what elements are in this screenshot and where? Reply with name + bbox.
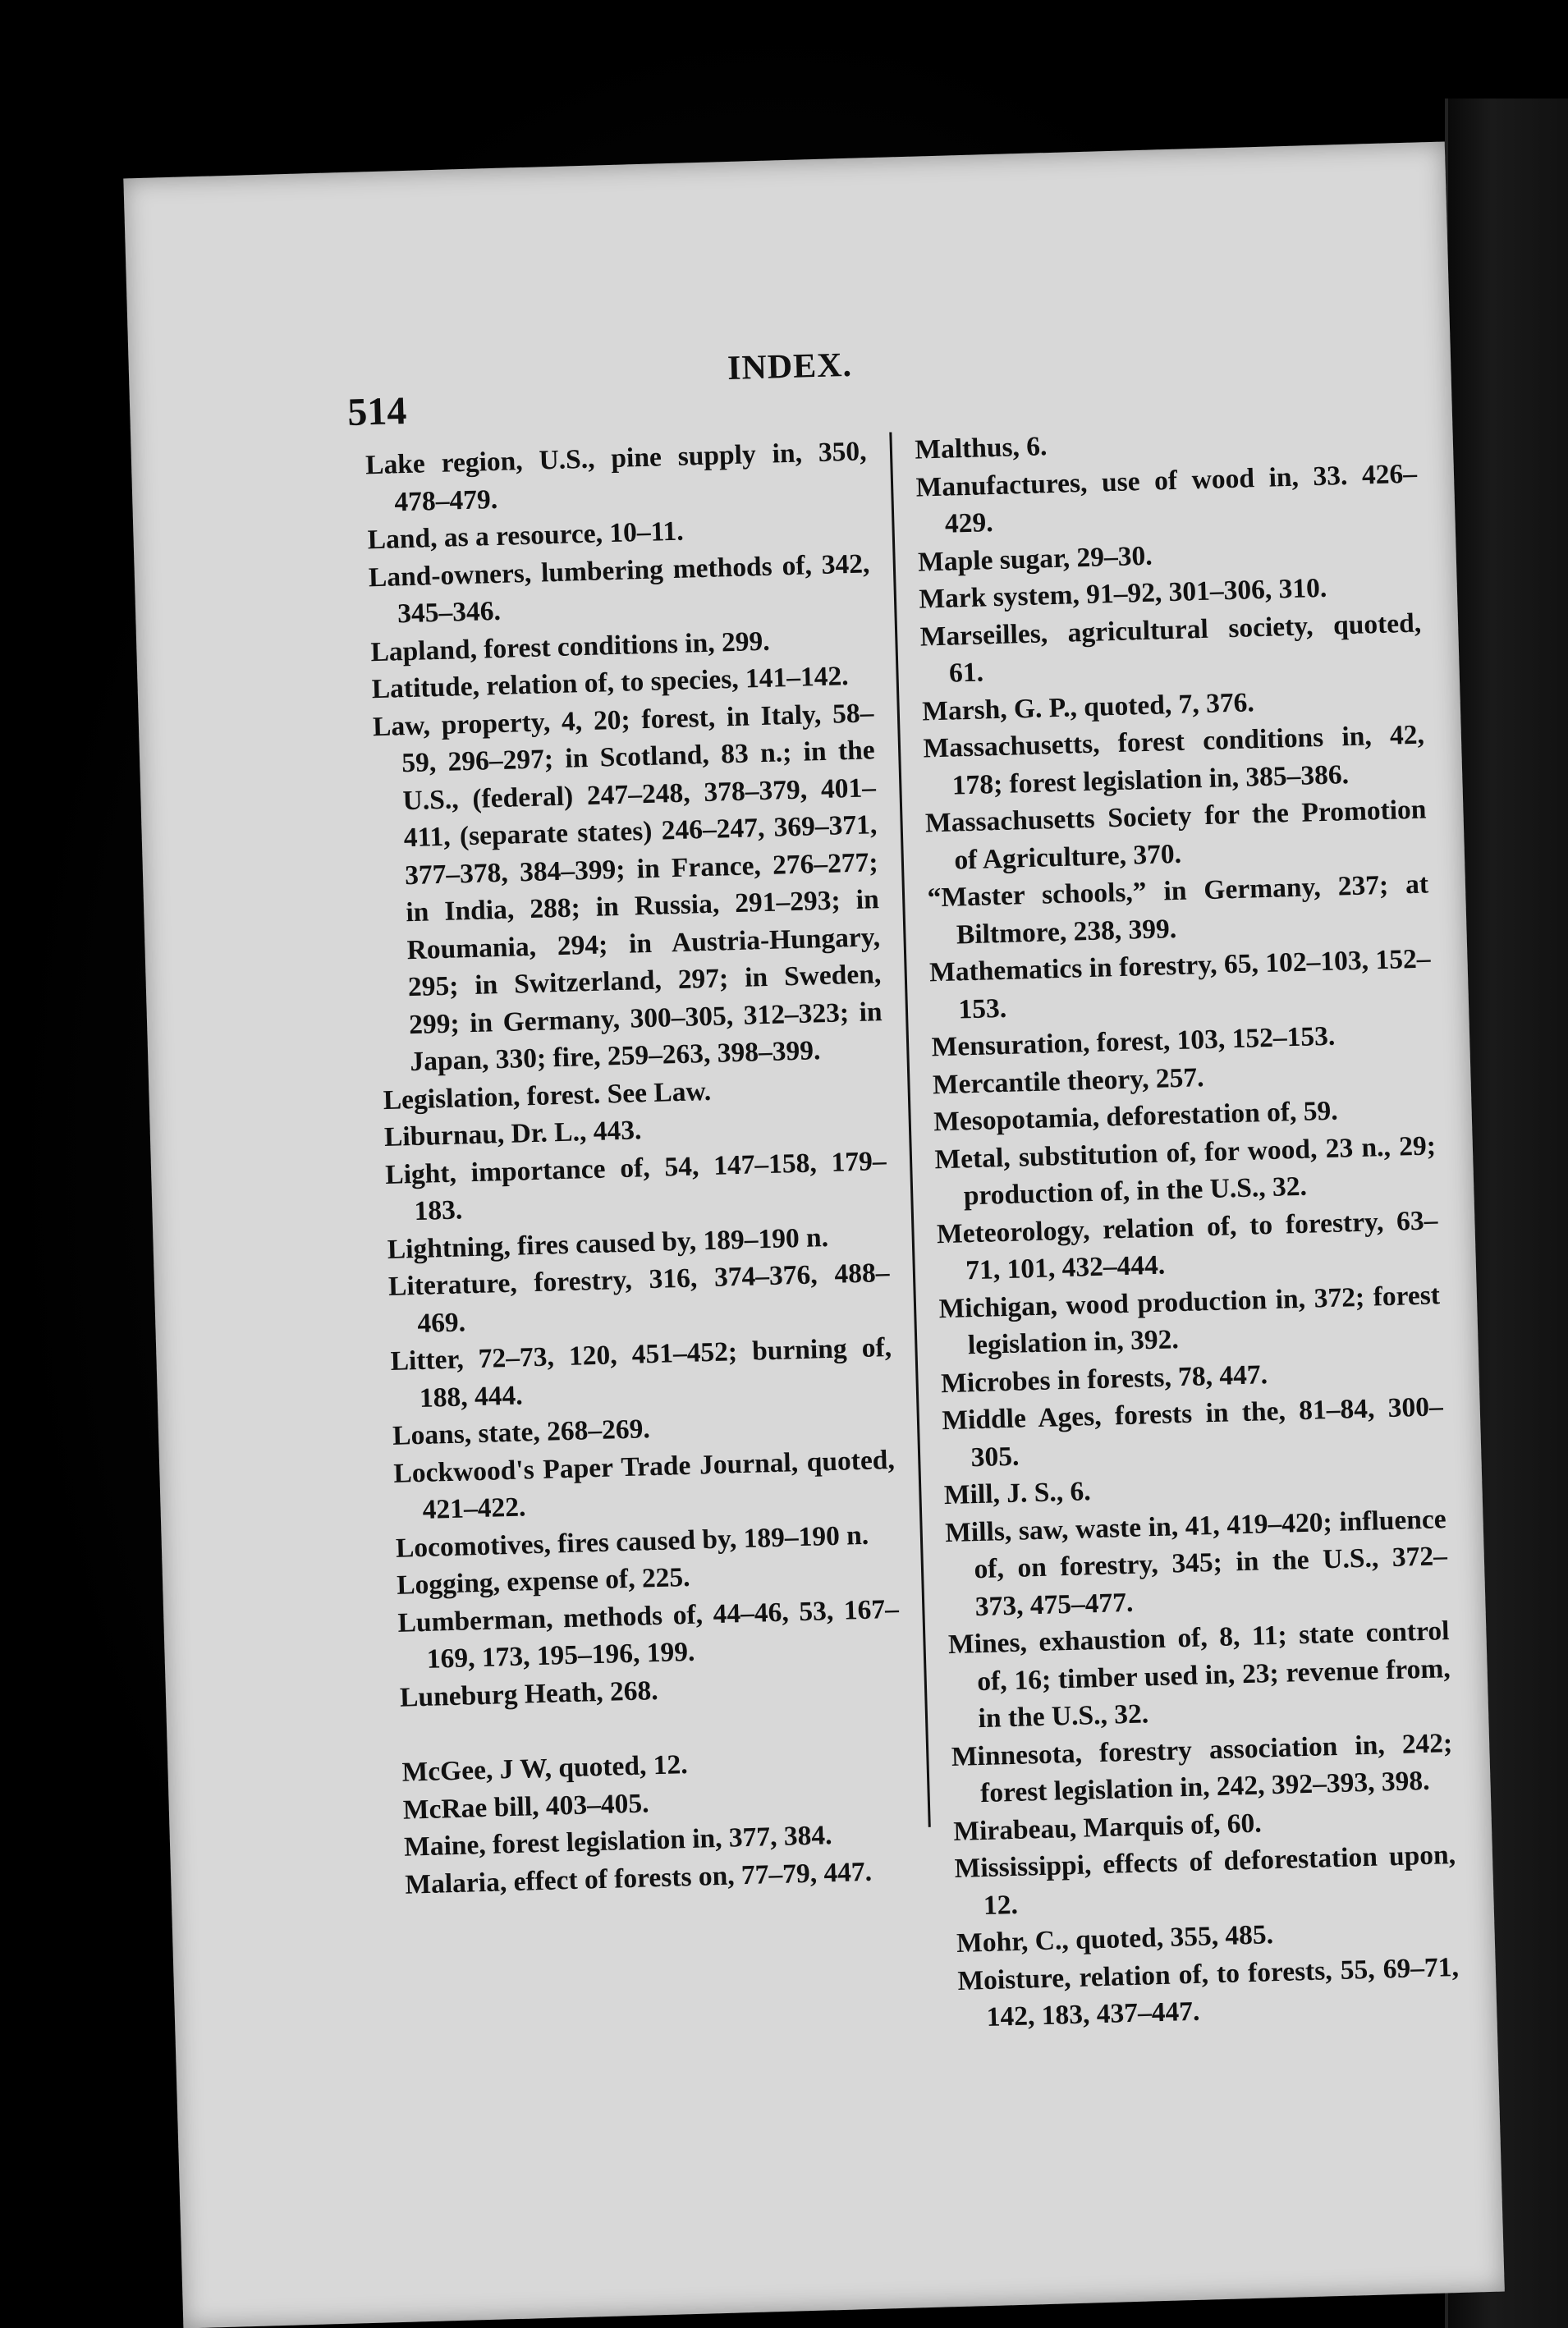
index-entry: Land, as a resource, 10–11.	[367, 516, 685, 556]
index-entry: Mines, exhaustion of, 8, 11; state control of, 16; timber used in, 23; revenue from, in the U.S., 32.	[947, 1615, 1451, 1735]
index-column-right	[889, 418, 1460, 2032]
index-entry: Meteorology, relation of, to forestry, 63–71, 101, 432–444.	[936, 1204, 1438, 1286]
index-column-left	[365, 433, 930, 1904]
index-entry: Mirabeau, Marquis of, 60.	[952, 1808, 1263, 1847]
index-entry: Massachusetts Society for the Promotion of Agriculture, 370.	[924, 794, 1427, 876]
index-entry: Massachusetts, forest conditions in, 42, 178; forest legislation in, 385–386.	[923, 719, 1425, 801]
index-entry: Lockwood's Paper Trade Journal, quoted, 421–422.	[392, 1444, 896, 1525]
index-entry: Locomotives, fires caused by, 189–190 n.	[395, 1519, 869, 1564]
index-entry: Mesopotamia, deforestation of, 59.	[933, 1095, 1339, 1138]
index-entry: McRae bill, 403–405.	[402, 1787, 649, 1826]
index-entry: Litter, 72–73, 120, 451–452; burning of, 188, 444.	[390, 1331, 892, 1414]
index-entry: Michigan, wood production in, 372; forest legislation in, 392.	[938, 1279, 1441, 1361]
index-entry: Mercantile theory, 257.	[932, 1061, 1204, 1100]
page-number: 514	[346, 388, 408, 434]
index-entry: Malthus, 6.	[914, 431, 1048, 465]
index-entry: Loans, state, 268–269.	[392, 1414, 651, 1451]
index-entry: McGee, J W, quoted, 12.	[401, 1749, 689, 1788]
index-entry: Literature, forestry, 316, 374–376, 488–469.	[387, 1257, 890, 1339]
index-entry: Lapland, forest conditions in, 299.	[370, 626, 771, 667]
index-entry: Metal, substitution of, for wood, 23 n., 29; production of, in the U.S., 32.	[934, 1130, 1437, 1212]
page-heading: INDEX.	[727, 346, 853, 388]
index-entry: Maple sugar, 29–30.	[917, 540, 1153, 578]
index-entry: Lumberman, methods of, 44–46, 53, 167–169, 173, 195–196, 199.	[397, 1593, 900, 1675]
index-entry: Light, importance of, 54, 147–158, 179–183.	[384, 1145, 887, 1227]
index-entry: Land-owners, lumbering methods of, 342, 345–346.	[368, 548, 870, 630]
index-entry: Latitude, relation of, to species, 141–142.	[371, 661, 850, 705]
index-entry: Mississippi, effects of deforestation upon, 12.	[954, 1839, 1456, 1921]
index-entry: Mensuration, forest, 103, 152–153.	[931, 1020, 1336, 1063]
index-entry: Mark system, 91–92, 301–306, 310.	[918, 572, 1327, 615]
book-page	[123, 142, 1505, 2328]
index-entry: Legislation, forest. See Law.	[383, 1075, 712, 1116]
index-entry: “Master schools,” in Germany, 237; at Biltmore, 238, 399.	[927, 868, 1429, 950]
index-entry: Luneburg Heath, 268.	[399, 1675, 659, 1713]
index-entry: Moisture, relation of, to forests, 55, 69–71, 142, 183, 437–447.	[956, 1951, 1460, 2032]
index-columns	[364, 418, 1460, 2032]
index-entry: Mathematics in forestry, 65, 102–103, 152–153.	[928, 943, 1431, 1024]
index-entry: Mills, saw, waste in, 41, 419–420; influence of, on forestry, 345; in the U.S., 372–373, 475–477.	[944, 1503, 1448, 1622]
index-entry: Lake region, U.S., pine supply in, 350, 478–479.	[364, 436, 867, 517]
index-entry: Marseilles, agricultural society, quoted, 61.	[919, 607, 1422, 689]
index-entry: Lightning, fires caused by, 189–190 n.	[387, 1221, 829, 1265]
index-entry: Logging, expense of, 225.	[396, 1561, 691, 1601]
index-entry: Marsh, G. P., quoted, 7, 376.	[921, 686, 1255, 727]
index-entry: Liburnau, Dr. L., 443.	[383, 1115, 642, 1153]
index-entry: Minnesota, forestry association in, 242; forest legislation in, 242, 392–393, 398.	[951, 1727, 1453, 1809]
index-entry: Manufactures, use of wood in, 33. 426–429.	[915, 458, 1418, 539]
index-entry: Mohr, C., quoted, 355, 485.	[956, 1919, 1274, 1959]
index-entry: Mill, J. S., 6.	[943, 1476, 1092, 1511]
index-entry: Law, property, 4, 20; forest, in Italy, 58–59, 296–297; in Scotland, 83 n.; in the U.S., (federal) 247–248, 378–379, 401–411, (separate states) 246–247, 369–371, 377–378, 384–399; in France, 276–277; in India, 288; in Russia, 291–293; in Roumania, 294; in Austria-Hungary, 295; in Switzerland, 297; in Sweden, 299; in Germany, 300–305, 312–323; in Japan, 330; fire, 259–263, 398–399.	[372, 697, 883, 1078]
index-entry: Microbes in forests, 78, 447.	[940, 1359, 1268, 1399]
index-entry: Maine, forest legislation in, 377, 384.	[403, 1820, 832, 1863]
index-entry: Middle Ages, forests in the, 81–84, 300–305.	[941, 1391, 1444, 1473]
index-entry: Malaria, effect of forests on, 77–79, 447.	[404, 1856, 873, 1900]
